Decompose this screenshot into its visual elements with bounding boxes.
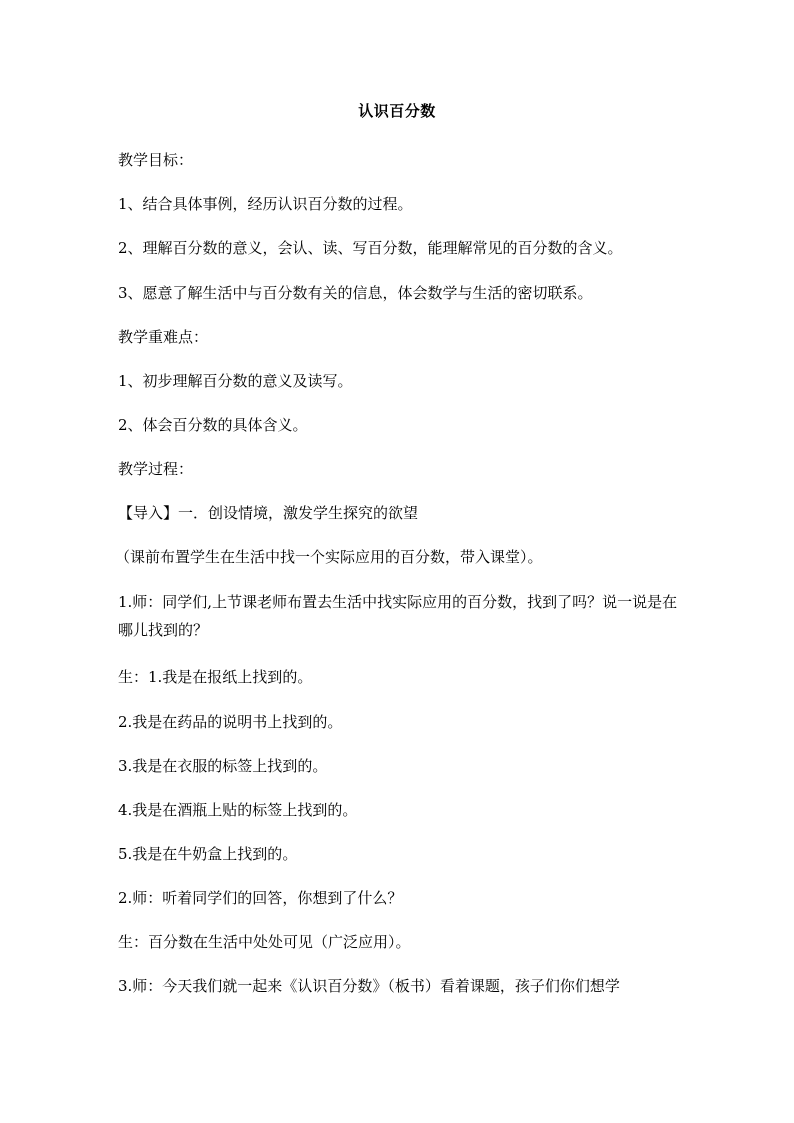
- student-answer: 4.我是在酒瓶上贴的标签上找到的。: [118, 801, 358, 819]
- key-point-item: 2、体会百分数的具体含义。: [118, 416, 308, 434]
- teacher-statement: 3.师：今天我们就一起来《认识百分数》（板书）看着课题，孩子们你们想学: [118, 977, 620, 995]
- section-heading-process: 教学过程：: [118, 460, 194, 478]
- objective-item: 2、理解百分数的意义，会认、读、写百分数，能理解常见的百分数的含义。: [118, 239, 623, 257]
- student-answer: 生：百分数在生活中处处可见（广泛应用）。: [118, 933, 411, 951]
- objective-item: 1、结合具体事例，经历认识百分数的过程。: [118, 195, 413, 213]
- teacher-question: 1.师：同学们,上节课老师布置去生活中找实际应用的百分数，找到了吗？说一说是在哪儿找到的？: [118, 593, 678, 639]
- student-answer: 5.我是在牛奶盒上找到的。: [118, 845, 298, 863]
- teacher-question: 2.师：听着同学们的回答，你想到了什么？: [118, 889, 403, 907]
- student-answer: 生：1.我是在报纸上找到的。: [118, 668, 313, 686]
- key-point-item: 1、初步理解百分数的意义及读写。: [118, 372, 353, 390]
- student-answer: 2.我是在药品的说明书上找到的。: [118, 713, 343, 731]
- process-note: （课前布置学生在生活中找一个实际应用的百分数，带入课堂）。: [115, 548, 543, 566]
- process-intro-heading: 【导入】一．创设情境，激发学生探究的欲望: [118, 504, 419, 522]
- document-title: 认识百分数: [358, 102, 436, 120]
- section-heading-key-points: 教学重难点：: [118, 328, 209, 346]
- student-answer: 3.我是在衣服的标签上找到的。: [118, 757, 328, 775]
- objective-item: 3、愿意了解生活中与百分数有关的信息，体会数学与生活的密切联系。: [118, 284, 593, 302]
- section-heading-objectives: 教学目标：: [118, 151, 194, 169]
